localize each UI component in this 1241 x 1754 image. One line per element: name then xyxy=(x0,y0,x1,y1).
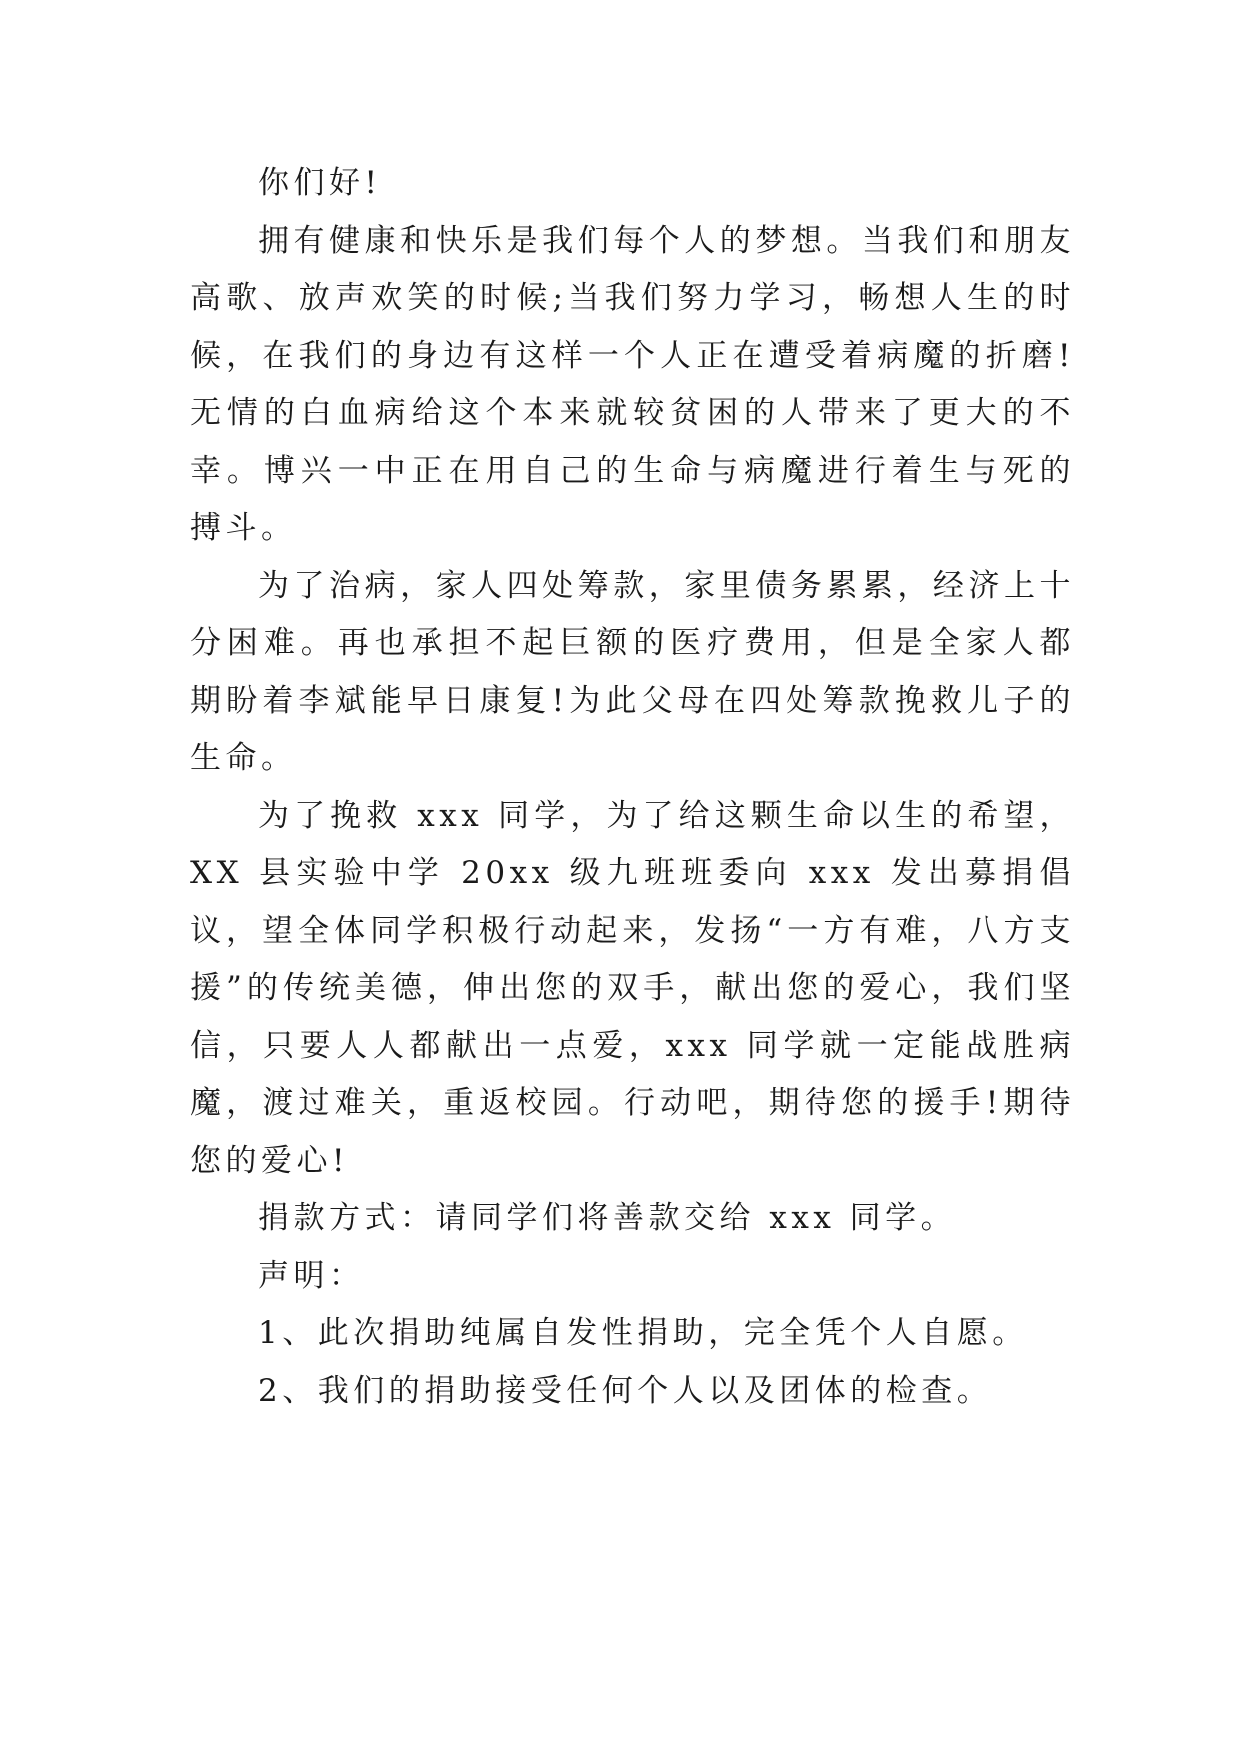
greeting: 你们好! xyxy=(258,165,382,201)
paragraph-hardship: 为了治病，家人四处筹款，家里债务累累，经济上十分困难。再也承担不起巨额的医疗费用，但是全家人都期盼着李斌能早日康复!为此父母在四处筹款挽救儿子的生命。 xyxy=(190,567,1075,776)
document-body xyxy=(190,155,1075,1420)
paragraph-appeal: 为了挽救 xxx 同学，为了给这颗生命以生的希望，XX 县实验中学 20xx 级九班班委向 xxx 发出募捐倡议，望全体同学积极行动起来，发扬“一方有难，八方支援”的传统美德，伸出您的双手，献出您的爱心，我们坚信，只要人人都献出一点爱，xxx 同学就一定能战胜病魔，渡过难关，重返校园。行动吧，期待您的援手!期待您的爱心! xyxy=(190,797,1075,1179)
statement-item-1: 1、此次捐助纯属自发性捐助，完全凭个人自愿。 xyxy=(258,1315,1028,1351)
statement-item-2: 2、我们的捐助接受任何个人以及团体的检查。 xyxy=(258,1372,993,1409)
statement-heading: 声明： xyxy=(258,1257,365,1294)
paragraph-dream: 拥有健康和快乐是我们每个人的梦想。当我们和朋友高歌、放声欢笑的时候;当我们努力学习，畅想人生的时候，在我们的身边有这样一个人正在遭受着病魔的折磨!无情的白血病给这个本来就较贫困的人带来了更大的不幸。博兴一中正在用自己的生命与病魔进行着生与死的搏斗。 xyxy=(190,222,1075,546)
donation-method: 捐款方式：请同学们将善款交给 xxx 同学。 xyxy=(258,1200,957,1236)
